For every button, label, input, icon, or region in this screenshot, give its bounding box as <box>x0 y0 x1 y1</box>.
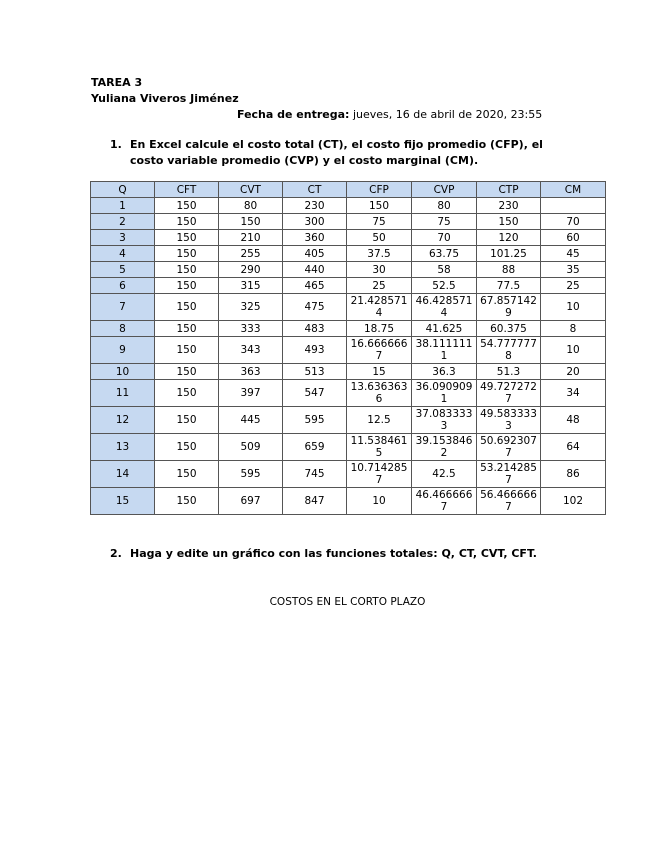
table-cell-q: 9 <box>91 337 155 364</box>
table-cell-cvt: 290 <box>219 262 283 278</box>
table-row <box>91 230 606 246</box>
table-body <box>91 198 606 515</box>
table-cell-cft: 150 <box>155 230 219 246</box>
table-cell-ctp: 67.8571429 <box>477 294 541 321</box>
table-cell-cm: 64 <box>541 434 606 461</box>
table-cell-cm: 45 <box>541 246 606 262</box>
table-cell-q: 12 <box>91 407 155 434</box>
column-header-cft: CFT <box>155 182 219 198</box>
table-cell-cvp: 46.4666667 <box>412 488 477 515</box>
table-cell-ctp: 50.6923077 <box>477 434 541 461</box>
table-cell-q: 11 <box>91 380 155 407</box>
table-cell-cvt: 325 <box>219 294 283 321</box>
table-cell-cft: 150 <box>155 321 219 337</box>
table-cell-cft: 150 <box>155 488 219 515</box>
table-cell-ctp: 51.3 <box>477 364 541 380</box>
table-cell-q: 4 <box>91 246 155 262</box>
table-cell-cm: 86 <box>541 461 606 488</box>
table-cell-cft: 150 <box>155 198 219 214</box>
table-cell-ctp: 49.5833333 <box>477 407 541 434</box>
table-cell-q: 1 <box>91 198 155 214</box>
table-cell-cvp: 37.0833333 <box>412 407 477 434</box>
table-cell-q: 3 <box>91 230 155 246</box>
table-cell-cm: 20 <box>541 364 606 380</box>
table-cell-ct: 475 <box>283 294 347 321</box>
table-cell-cm: 102 <box>541 488 606 515</box>
table-row <box>91 461 606 488</box>
table-cell-cvp: 70 <box>412 230 477 246</box>
table-cell-ct: 300 <box>283 214 347 230</box>
table-cell-ctp: 120 <box>477 230 541 246</box>
column-header-cvp: CVP <box>412 182 477 198</box>
table-row <box>91 262 606 278</box>
table-cell-cfp: 10 <box>347 488 412 515</box>
table-cell-cft: 150 <box>155 380 219 407</box>
author-name: Yuliana Viveros Jiménez <box>91 92 239 105</box>
table-cell-cfp: 13.6363636 <box>347 380 412 407</box>
column-header-cvt: CVT <box>219 182 283 198</box>
table-cell-cm: 10 <box>541 337 606 364</box>
table-row <box>91 246 606 262</box>
table-row <box>91 337 606 364</box>
table-cell-ctp: 49.7272727 <box>477 380 541 407</box>
table-row <box>91 214 606 230</box>
table-cell-ct: 405 <box>283 246 347 262</box>
table-cell-cvp: 38.1111111 <box>412 337 477 364</box>
table-row <box>91 364 606 380</box>
table-cell-cft: 150 <box>155 246 219 262</box>
table-cell-cfp: 11.5384615 <box>347 434 412 461</box>
table-cell-cfp: 15 <box>347 364 412 380</box>
table-cell-cvt: 697 <box>219 488 283 515</box>
table-cell-q: 10 <box>91 364 155 380</box>
table-row <box>91 380 606 407</box>
table-row <box>91 434 606 461</box>
table-cell-cft: 150 <box>155 262 219 278</box>
table-cell-cvt: 333 <box>219 321 283 337</box>
table-cell-cft: 150 <box>155 294 219 321</box>
table-cell-ctp: 60.375 <box>477 321 541 337</box>
table-cell-cm <box>541 198 606 214</box>
table-cell-cvp: 39.1538462 <box>412 434 477 461</box>
table-cell-ct: 513 <box>283 364 347 380</box>
table-cell-cfp: 16.6666667 <box>347 337 412 364</box>
table-cell-cfp: 21.4285714 <box>347 294 412 321</box>
table-cell-q: 6 <box>91 278 155 294</box>
question-1-text: En Excel calcule el costo total (CT), el costo fijo promedio (CFP), el costo variable promedio (CVP) y el costo marginal (CM). <box>130 138 543 167</box>
table-cell-cvt: 343 <box>219 337 283 364</box>
table-cell-ct: 483 <box>283 321 347 337</box>
table-cell-ct: 847 <box>283 488 347 515</box>
table-cell-cm: 35 <box>541 262 606 278</box>
table-cell-cft: 150 <box>155 214 219 230</box>
table-cell-cfp: 25 <box>347 278 412 294</box>
table-cell-cvp: 41.625 <box>412 321 477 337</box>
table-cell-cvt: 150 <box>219 214 283 230</box>
table-row <box>91 198 606 214</box>
table-cell-cvp: 75 <box>412 214 477 230</box>
table-cell-cfp: 75 <box>347 214 412 230</box>
table-cell-cvp: 36.3 <box>412 364 477 380</box>
table-cell-cm: 10 <box>541 294 606 321</box>
column-header-q: Q <box>91 182 155 198</box>
table-cell-ct: 745 <box>283 461 347 488</box>
table-cell-ct: 230 <box>283 198 347 214</box>
table-cell-ct: 547 <box>283 380 347 407</box>
table-cell-q: 15 <box>91 488 155 515</box>
table-cell-cvt: 509 <box>219 434 283 461</box>
table-cell-cvp: 52.5 <box>412 278 477 294</box>
table-cell-ctp: 77.5 <box>477 278 541 294</box>
table-cell-cft: 150 <box>155 461 219 488</box>
table-row <box>91 278 606 294</box>
table-cell-cm: 60 <box>541 230 606 246</box>
table-cell-cvt: 255 <box>219 246 283 262</box>
table-cell-cvt: 315 <box>219 278 283 294</box>
table-cell-cfp: 37.5 <box>347 246 412 262</box>
table-cell-ctp: 101.25 <box>477 246 541 262</box>
table-cell-q: 8 <box>91 321 155 337</box>
question-2 <box>110 546 570 562</box>
table-cell-ct: 360 <box>283 230 347 246</box>
column-header-ct: CT <box>283 182 347 198</box>
table-row <box>91 488 606 515</box>
table-cell-q: 2 <box>91 214 155 230</box>
table-cell-cm: 8 <box>541 321 606 337</box>
table-cell-cfp: 150 <box>347 198 412 214</box>
table-header-row <box>91 182 606 198</box>
table-cell-ct: 440 <box>283 262 347 278</box>
table-cell-cvp: 80 <box>412 198 477 214</box>
table-cell-cft: 150 <box>155 434 219 461</box>
table-cell-q: 13 <box>91 434 155 461</box>
table-cell-cvp: 42.5 <box>412 461 477 488</box>
column-header-ctp: CTP <box>477 182 541 198</box>
table-cell-cvt: 363 <box>219 364 283 380</box>
table-cell-ctp: 230 <box>477 198 541 214</box>
table-cell-ct: 493 <box>283 337 347 364</box>
table-cell-cvt: 445 <box>219 407 283 434</box>
document-title: TAREA 3 <box>91 76 143 89</box>
table-cell-ctp: 150 <box>477 214 541 230</box>
due-date-label: Fecha de entrega: <box>237 108 350 121</box>
table-cell-cvt: 595 <box>219 461 283 488</box>
due-date-value: jueves, 16 de abril de 2020, 23:55 <box>352 108 543 121</box>
table-cell-cft: 150 <box>155 364 219 380</box>
table-cell-ctp: 54.7777778 <box>477 337 541 364</box>
table-cell-q: 14 <box>91 461 155 488</box>
table-cell-cft: 150 <box>155 407 219 434</box>
cost-table <box>90 181 606 515</box>
due-date-line <box>237 107 542 123</box>
table-cell-cfp: 12.5 <box>347 407 412 434</box>
question-1-number: 1. <box>110 138 122 151</box>
table-cell-cvp: 46.4285714 <box>412 294 477 321</box>
table-row <box>91 407 606 434</box>
table-cell-cft: 150 <box>155 337 219 364</box>
table-cell-cvt: 210 <box>219 230 283 246</box>
table-cell-cfp: 30 <box>347 262 412 278</box>
column-header-cfp: CFP <box>347 182 412 198</box>
question-1 <box>110 137 570 169</box>
table-cell-cvp: 58 <box>412 262 477 278</box>
question-2-text: Haga y edite un gráfico con las funciones totales: Q, CT, CVT, CFT. <box>130 547 537 560</box>
table-cell-cfp: 18.75 <box>347 321 412 337</box>
table-cell-cvt: 397 <box>219 380 283 407</box>
table-cell-ct: 595 <box>283 407 347 434</box>
chart-title: COSTOS EN EL CORTO PLAZO <box>269 596 426 608</box>
table-cell-ctp: 56.4666667 <box>477 488 541 515</box>
table-cell-cft: 150 <box>155 278 219 294</box>
table-cell-ctp: 53.2142857 <box>477 461 541 488</box>
table-row <box>91 294 606 321</box>
table-cell-cm: 34 <box>541 380 606 407</box>
question-2-number: 2. <box>110 547 122 560</box>
table-cell-cfp: 10.7142857 <box>347 461 412 488</box>
table-cell-cfp: 50 <box>347 230 412 246</box>
table-cell-q: 5 <box>91 262 155 278</box>
table-cell-cvp: 63.75 <box>412 246 477 262</box>
table-cell-cm: 70 <box>541 214 606 230</box>
table-cell-ct: 465 <box>283 278 347 294</box>
column-header-cm: CM <box>541 182 606 198</box>
table-cell-cm: 25 <box>541 278 606 294</box>
table-cell-ct: 659 <box>283 434 347 461</box>
table-cell-ctp: 88 <box>477 262 541 278</box>
table-row <box>91 321 606 337</box>
table-cell-q: 7 <box>91 294 155 321</box>
table-cell-cm: 48 <box>541 407 606 434</box>
table-cell-cvp: 36.0909091 <box>412 380 477 407</box>
table-cell-cvt: 80 <box>219 198 283 214</box>
